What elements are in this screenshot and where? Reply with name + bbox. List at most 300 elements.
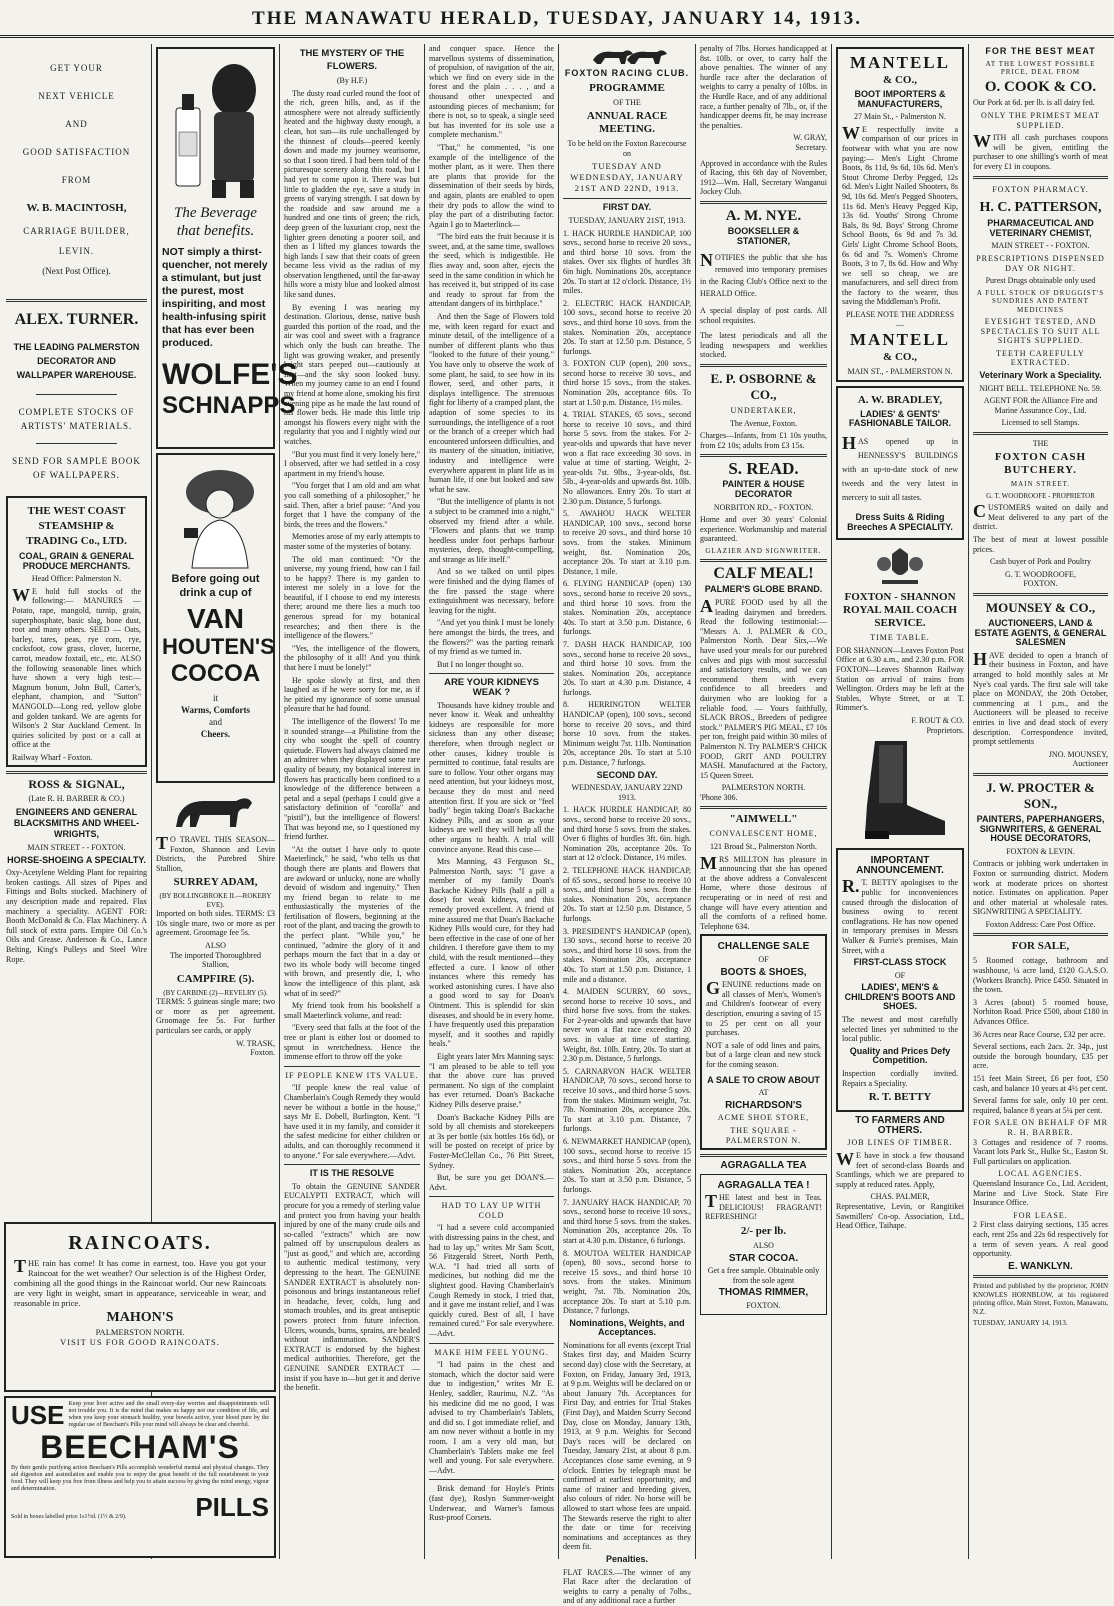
divider — [973, 773, 1108, 776]
article-paragraph: "But the intelligence of plants is not a subject to be crammed into a night," observed my friend after a while. "Flowers and plants that we tramp heedless under foot perhaps harbour mysteries, deep, thought-compelling, and strange as life itself." — [429, 497, 554, 564]
coach-tt: TIME TABLE. — [870, 633, 930, 643]
article-paragraph: "The bird eats the fruit because it is sweet, and, at the same time, swallows the seed, which is indigestible. He flies away and, soon after, ejects the seed in the same condition in which he has received it, but stripped of its case and ready to sprout far from the attendant dangers of its birthplace." — [429, 232, 554, 309]
bradley-ad — [836, 386, 964, 540]
race-item: 4. MAIDEN SCURRY, 60 sovs., second horse to receive 10 sovs., and third horse five sovs. from the stakes. For 2-year-olds and upwards that have never won a flat race exceeding 20 sovs. in value at time of starting. Weight, 8st. 10lb. Entry, 20s. To start at 2.30 p.m. Distance, 5 furlongs. — [563, 987, 691, 1064]
nye-name: A. M. NYE. — [725, 207, 802, 224]
pharmacy-full: A FULL STOCK OF DRUGGIST'S SUNDRIES AND PATENT MEDICINES — [976, 288, 1105, 314]
mantell-addr: 27 Main St., - Palmerston N. — [854, 112, 946, 122]
westcoast-title: THE WEST COAST STEAMSHIP & TRADING Co., LTD. — [26, 505, 127, 547]
agragalla-town: FOXTON. — [746, 1301, 781, 1311]
boot-icon — [845, 735, 955, 845]
article-paragraph: He spoke slowly at first, and then laughed as if he were sorry for me, as if he pitied my ignorance of some unusual pleasure that he had found. — [284, 675, 420, 714]
divider — [973, 1275, 1108, 1278]
racing-horses-icon — [563, 46, 691, 66]
day1-date: TUESDAY, JANUARY 21ST, 1913. — [568, 215, 686, 225]
mantell-sub: BOOT IMPORTERS & MANUFACTURERS, — [854, 89, 946, 109]
kidney-paragraph: Thousands have kidney trouble and never know it. Weak and unhealthy kidneys are responsible for more sickness than any other disease; therefore, when through neglect or other causes, kidney trouble is permitted to continue, fatal results are sure to follow. Your other organs may need attention, but your kidneys most, because they do most and need attention first. If you are sick or "feel badly" begin taking Doan's Backache Kidney Pills, and as soon as your kidneys are well they will help all the other organs to health. A trial will convince anyone. Read this case— — [429, 700, 554, 854]
mantell-body: WE respectfully invite a comparison of our prices in footwear with what you are now paying:— Men's Light Chrome Boots, 8s 11d, 9s 6d, 10s 6d. Men's Stout Chrome Derby Pegged, 12s 6d. Men's Light Nailed Shooters, 8s 9d, 10s 6d. Men's Pegged Shooters, 11s 6d. Men's Heavy Pegged Kip, 13s 6d. Youths' Strong Chrome Bals, 8s 9d. Boys' Strong Chrome School Boots, 6s 9d and 7s 3d. Girls' Light Chrome School Boots, 6s 6d and 7s. Women's Chrome Boots, 3 to 7, 8s 6d. How and Why we sell so cheap, we are manufacturers, and sell direct from the factory to the wearer, thus saving the Middleman's Profit. — [842, 122, 958, 307]
sale-agencies: Queensland Insurance Co., Ltd. Accident, Marine and Live Stock. State Fire Insurance Office. — [973, 1178, 1108, 1208]
challenge-at: AT — [758, 1088, 769, 1098]
divider — [973, 176, 1108, 179]
ad-line: (Next Post Office). — [42, 266, 111, 276]
article-paragraph: The old man continued: "Or the universe, my young friend, how can I fail to be happy? There is my garden to interest me solely in a love for the beautiful, if I choose to end my interests there; around me there lies a much too generous spread for my botanical researches; and then there is the intelligence of the flowers." — [284, 554, 420, 641]
cold-title: HAD TO LAY UP WITH COLD — [441, 1201, 542, 1220]
wolfe-brand-2: SCHNAPPS — [162, 392, 296, 419]
mounsey-sign: JNO. MOUNSEY, — [1048, 749, 1108, 759]
challenge-ad — [700, 934, 827, 1150]
divider — [700, 1154, 827, 1157]
ad-line: GOOD SATISFACTION — [22, 147, 131, 157]
column-8 — [969, 44, 1112, 1559]
mantell-ad — [836, 47, 964, 382]
agragalla-price: 2/- per lb. — [740, 1225, 787, 1238]
race-item: 5. CARNARVON HACK WELTER HANDICAP, 70 sovs., second horse to receive 10 sovs., and third horse 5 sovs. from the stakes. Minimum weight, 7st. 7lb. Nomination 20s, acceptance 20s. To start at 3.10 p.m. Distance, 7 furlongs. — [563, 1066, 691, 1134]
race-item: 2. ELECTRIC HACK HANDICAP, 100 sovs., second horse to receive 20 sovs., and third horse 10 sovs. from the stakes. Nomination 20s, acceptance 20s. To start at 12.50 p.m. Distance, 5 furlongs. — [563, 298, 691, 356]
farmers-title: TO FARMERS AND OTHERS. — [855, 1115, 945, 1136]
aimwell-addr: 121 Broad St., Palmerston North. — [710, 842, 817, 852]
kidney-paragraph: Mrs Manning, 43 Ferguson St., Palmerston North, says: "I gave a member of my family Doan's Backache Kidney Pills (half a pill a dose) for weak kidneys, and this remedy proved excellent. A friend of mine assured me that Doan's Backache Kidney Pills would cure, for they had been effective in the case of one of her children. I therefore gave them to my child, with the result mentioned—they effected a cure. I know of other instances where this remedy has worked astonishing cures. I have also a good word to say for Doan's Ointment. This is splendid for skin diseases, and should be in every home. I have frequently used this preparation myself, and it soothes and rapidly heals." — [429, 857, 554, 1049]
sale-item: 36 Acres near Race Course, £32 per acre. — [973, 1029, 1106, 1039]
beecham-body: By their gentle purifying action Beecham's Pills accomplish wonderful mental and physical changes. They aid digestion and assimilation and enable you to enjoy the great benefit of the full nourishment in your food. They will keep you free from illness and help you to attain success by giving the mind energy, vigour and determination. — [11, 1465, 269, 1492]
boot-illustration — [836, 735, 964, 845]
divider — [429, 1196, 554, 1197]
wolfe-ad — [156, 47, 298, 449]
young-body: "I had pains in the chest and stomach, which the doctor said were due to indigestion," writes Mr E. Henley, saddler, Raurimu, N.Z. "As his medicine did me no good, I was advised to try Chamberlain's Tablets, and did so. I got immediate relief, and am now never without a bottle in my room. I am a very old man, but Chamberlain's Tablets make me feel well and young. For sale everywhere.—Advt. — [429, 1360, 554, 1475]
divider — [973, 593, 1108, 596]
betty-insp: Inspection cordially invited. Repairs a Speciality. — [842, 1069, 958, 1088]
turner-line: THE LEADING PALMERSTON DECORATOR AND WALLPAPER WAREHOUSE. — [13, 342, 140, 380]
sale-sign: E. WANKLYN. — [1008, 1260, 1073, 1272]
column-5 — [559, 44, 696, 1606]
divider — [563, 198, 691, 199]
pharmacy-drugs: Purest Drugs obtainable only used — [985, 276, 1096, 286]
challenge-shop2: ACME SHOE STORE, — [717, 1113, 810, 1123]
approved-notice: Approved in accordance with the Rules of Racing, this 6th day of November, 1912—Wm. Hall, Secretary Wanganui Jockey Club. — [700, 158, 827, 197]
kidney-paragraph: Eight years later Mrs Manning says: "I am pleased to be able to tell you that the above cure has proved permanent. No sign of the complaint has ever returned. Doan's Backache Kidney Pills deserve praise." — [429, 1051, 554, 1109]
divider — [36, 394, 117, 395]
ad-line: NEXT VEHICLE — [38, 91, 115, 101]
procter-name: J. W. PROCTER & SON., — [986, 779, 1095, 811]
butchery-prop: G. T. WOODROOFE - PROPRIETOR — [986, 491, 1095, 500]
race-item: 5. AWAHOU HACK WELTER HANDICAP, 100 sovs., second horse to receive 20 sovs., and third horse 10 sovs. from the stakes. Minimum weight, 8st. Nomination 20s, acceptance 20s. To start at 3.10 p.m. Distance, 1 mile. — [563, 509, 691, 576]
procter-town: FOXTON & LEVIN. — [1006, 846, 1075, 856]
wolfe-slogan-1: The Beverage — [174, 205, 257, 221]
royal-arms — [836, 544, 964, 588]
campfire-name: CAMPFIRE (5). — [176, 972, 255, 985]
westcoast-sub: COAL, GRAIN & GENERAL PRODUCE MERCHANTS. — [18, 551, 134, 571]
nye-body: NOTIFIES the public that she has removed into temporary premises in the Racing Club's Office next to the HERALD Office. — [700, 250, 827, 299]
racing-prog: PROGRAMME — [589, 81, 665, 94]
pharmacy-addr: MAIN STREET - - FOXTON. — [991, 241, 1090, 251]
agragalla-also: ALSO — [753, 1241, 774, 1251]
article-paragraph: "And yet you think I must be lonely here amongst the birds, the trees, and the flowers?" was the parting remark of my friend as we turned in. — [429, 618, 554, 657]
ross-trade: ENGINEERS AND GENERAL BLACKSMITHS AND WHEEL-WRIGHTS, — [13, 807, 140, 840]
beecham-brand: BEECHAM'S — [40, 1429, 240, 1465]
calf-title: CALF MEAL! — [713, 565, 814, 583]
betty-b2: The newest and most carefully selected lines yet submitted to the local public. — [842, 1015, 958, 1044]
article-paragraph: "But you must find it very lonely here," I observed, after we had settled in a cosy apartment in my friend's house. — [284, 449, 420, 478]
column-3 — [280, 44, 425, 1559]
pharmacy-presc: PRESCRIPTIONS DISPENSED DAY OR NIGHT. — [976, 253, 1105, 273]
wolfe-illustration — [162, 52, 269, 202]
vanhouten-brand-2: HOUTEN'S — [162, 634, 275, 659]
turner-line: COMPLETE STOCKS OF ARTISTS' MATERIALS. — [18, 407, 135, 431]
mantell-name: MANTELL — [850, 53, 950, 72]
ad-line: CARRIAGE BUILDER, — [23, 226, 130, 236]
vanhouten-brand-3: COCOA — [170, 660, 261, 687]
procter-sub: PAINTERS, PAPERHANGERS, SIGNWRITERS, & GENERAL HOUSE DECORATORS, — [976, 813, 1105, 844]
raincoats-ad — [4, 1222, 276, 1392]
vanhouten-tag-2: Warms, Comforts — [181, 705, 250, 715]
butchery-the: THE — [1032, 438, 1049, 448]
surrey-place: Foxton. — [250, 1048, 275, 1058]
surrey-sign: W. TRASK, — [236, 1038, 275, 1048]
mounsey-sub: AUCTIONEERS, LAND & ESTATE AGENTS, & GENERAL SALESMEN — [974, 618, 1107, 648]
butchery-b2: The best of meat at lowest possible prices. — [973, 535, 1108, 554]
osborne-addr: The Avenue, Foxton. — [730, 418, 797, 428]
vanhouten-tag-3: and — [209, 717, 222, 727]
surrey-also2: The imported Thoroughbred Stallion, — [170, 950, 261, 970]
divider — [700, 559, 827, 562]
osborne-ad — [700, 371, 827, 450]
article-paragraph: and conquer space. Hence the marvellous systems of dissemination, of propulsion, of navigation of the air, which we find on every side in the forest and the plain . . . , and a thousand other unexpected and astounding pieces of mechanism; for there is not, so to speak, a single seed but has invented for its sole use a complete mechanism." — [429, 44, 554, 140]
butchery-town: FOXTON. — [1023, 579, 1058, 589]
vanhouten-ad — [156, 453, 275, 783]
surrey-intro: TO TRAVEL THIS SEASON— Foxton, Shannon and Levin Districts, the Purebred Shire Stallion, — [156, 833, 275, 873]
cook-ad — [973, 47, 1108, 172]
article-paragraph: "You forget that I am old and am what you call something of a philosopher," he said. Then, after a brief pause: "And you forget that I have the company of the birds, the trees and the flowers." — [284, 481, 420, 529]
divider — [700, 201, 827, 204]
kidney-paragraph: Doan's Backache Kidney Pills are sold by all chemists and storekeepers at 3s per bottle (six bottles 16s 6d), or will be posted on receipt of price by Foster-McClellan Co., 76 Pitt Street, Sydney. — [429, 1112, 554, 1170]
beecham-intro: Keep your liver active and the small every-day worries and disappointments will not trouble you. It is the mind that makes us happy not our condition of life, and when you keep your stomach healthy, your bowels active, your blood pure by the regular use of Beecham's Pills your mind will always be clear and cheerful. — [68, 1401, 269, 1428]
bradley-body: HAS opened up in HENNESSY'S BUILDINGS with an up-to-date stock of new tweeds and the very latest in mercery to suit all tastes. — [842, 433, 958, 503]
horses-illustration — [563, 46, 691, 66]
race-item: 7. DASH HACK HANDICAP, 100 sovs., second horse to receive 20 sovs., and third horse 10 sovs. from the stakes. Nomination 20s, acceptance 20s. To start at 4.30 p.m. Distance, 4 furlongs. — [563, 639, 691, 697]
vanhouten-line1: Before going out drink a cup of — [171, 573, 260, 599]
divider — [700, 806, 827, 809]
coach-prop: Proprietors. — [926, 725, 964, 735]
racing-held: To be held on the Foxton Racecourse on — [567, 139, 687, 158]
column-7 — [832, 44, 969, 1559]
sale-item: 3 Acres (about) 5 roomed house, Norbiton Road. Price £500, about £180 in Advances Office. — [973, 997, 1108, 1027]
farmers-rep: Representative, Levin, or Rangitikei Sawmillers' Co-op. Association, Ltd., Head Office, Taihape. — [836, 1201, 964, 1231]
procter-ad — [973, 780, 1108, 930]
ross-title: ROSS & SIGNAL, — [28, 777, 125, 792]
kidney-title: ARE YOUR KIDNEYS WEAK ? — [444, 677, 539, 698]
agragalla-title2: AGRAGALLA TEA ! — [717, 1179, 810, 1191]
betty-stock: LADIES', MEN'S & CHILDREN'S BOOTS AND SHOES. — [844, 982, 956, 1012]
agragalla-title: AGRAGALLA TEA — [720, 1160, 807, 1172]
butchery-body: CUSTOMERS waited on daily and Meat delivered to any part of the district. — [973, 501, 1108, 532]
challenge-shop: RICHARDSON'S — [725, 1099, 802, 1111]
pharmacy-vet: Veterinary Work a Speciality. — [979, 369, 1102, 380]
coach-title: FOXTON - SHANNON ROYAL MAIL COACH SERVICE. — [843, 591, 957, 630]
agragalla-box — [700, 1174, 827, 1315]
race-item: 8. HERRINGTON WELTER HANDICAP (open), 100 sovs., second horse to receive 20 sovs., and third horse 10 sovs. from the stakes. Minimum weight 7st. 11lb. Nomination 20s, acceptance 20s. To start at 5.10 p.m. Distance, 7 furlongs. — [563, 700, 691, 768]
coach-body: FOR SHANNON—Leaves Foxton Post Office at 6.30 a.m., and 2.30 p.m. FOR FOXTON—Leaves Shannon Railway Station on arrival of trains from Wellington. Orders may be left at the Stables, Whyte Street, or at T. Rimmer's. — [836, 645, 964, 713]
read-sub: PAINTER & HOUSE DECORATOR — [722, 479, 805, 500]
pharmacy-title: FOXTON PHARMACY. — [992, 184, 1089, 194]
turner-name: ALEX. TURNER. — [14, 311, 139, 328]
article-paragraph: "Every seed that falls at the foot of the tree or plant is either lost or doomed to sprout in wretchedness. Hence the immense effort to throw off the yoke — [284, 1023, 420, 1062]
article-paragraph: Memories arose of my early attempts to master some of the mysteries of botany. — [284, 532, 420, 551]
betty-fc: FIRST-CLASS STOCK — [853, 957, 947, 968]
read-glazier: GLAZIER AND SIGNWRITER. — [705, 547, 822, 555]
day2-date: WEDNESDAY, JANUARY 22ND 1913. — [571, 783, 683, 802]
butchery-st: MAIN STREET. — [1010, 480, 1071, 489]
race-item: 6. NEWMARKET HANDICAP (open), 100 sovs., second horse to receive 15 sovs., and third horse 5 sovs. from the stakes. Nomination 20s, acceptance 20s. To start at 3.50 p.m. Distance, 5 furlongs. — [563, 1137, 691, 1194]
westcoast-ad — [6, 496, 147, 767]
racing-of: OF THE — [613, 97, 641, 107]
calf-body: APURE FOOD used by all the leading dairymen and breeders. Read the following testimonial:— "Messrs A. J. PALMER & CO., Palmerston North. Dear Sirs,—We have used your meals for our purebred calves and pigs with most successful and satisfactory results, and we can recommend them with every confidence to all breeders and dairymen who are looking for a reliable food. — Yours faithfully, SLACK BROS., Breeders of pedigree stock." PALMER'S PIG MEAL, £7 10s per ton, freight paid within 30 miles of Palmerston N. Try PALMER'S CHICK FOOD, GRIT AND POULTRY MASH. Manufactured at the Factory, 15 Queen Street. — [700, 596, 827, 780]
campfire-by: (BY CARBINE (2)—REVELRY (5). — [163, 988, 268, 997]
mantell-co2: & CO., — [883, 351, 917, 364]
crest-icon — [870, 544, 930, 588]
brisk-notice: Brisk demand for Hoyle's Prints (fast dye), Roslyn Summer-weight Underwear, and Warner's famous Rust-proof Corsets. — [429, 1484, 554, 1523]
lady-cup-icon — [162, 458, 278, 568]
sale-item: 5 Roomed cottage, bathroom and washhouse, ¼ acre land, £120 G.A.S.O. (Workers Branch). Price £450. Situated in the town. — [973, 956, 1108, 995]
aimwell-body: MRS MILLTON has pleasure in announcing that she has opened at the above address a Convalescent Home, where those desirous of recuperating or in need of rest and change will have every attention and all the comforts of a refined home. Telephone 634. — [700, 852, 827, 931]
raincoats-shop: MAHON'S — [106, 1310, 174, 1325]
mounsey-ad — [973, 600, 1108, 769]
beecham-sold: Sold in boxes labelled price 1s1½d. (1½ & 2/9). — [11, 1513, 127, 1520]
day1-title: FIRST DAY. — [602, 202, 652, 213]
article-paragraph: The intelligence of the flowers! To me it sounded strange—a Philistine from the city who sought the spell of country quietude. Flowers had always claimed me an admirer when they displayed some rare quality of beauty, my botanical interest in flowers has practically been confined to a knowledge of the difference between a petal and a sepal (perhaps I could give a satisfactory definition of "corolla" and "pistil"), but the intelligence of flowers! That was beyond me, so I questioned my friend further. — [284, 717, 420, 842]
cough-body: "If people knew the real value of Chamberlain's Cough Remedy they would never be without a bottle in the house," says Mr E. Dobell, Burlington, Kent. "I have used it in my family, and consider it the safest medicine for either children or adults, and can thoroughly recommend it to anyone." For sale everywhere.—Advt. — [284, 1083, 420, 1160]
article-paragraph: "That," he commented, "is one example of the intelligence of the mother plant, as it were. Then there are plants that provide for the dissemination of their seeds by birds, and again, plants are enabled to open their dry pods to allow the wind to play the part of a distributing factor. Again I go to Maeterlinck— — [429, 142, 554, 229]
article-paragraph: "Yes, the intelligence of the flowers, the philosophy of it all! And you think that here I must be lonely!" — [284, 643, 420, 673]
pharmacy-ad — [973, 185, 1108, 428]
masthead — [0, 0, 1114, 38]
cook-prime: ONLY THE PRIMEST MEAT SUPPLIED. — [981, 111, 1100, 130]
vanhouten-illustration — [162, 458, 269, 568]
osborne-name: E. P. OSBORNE & CO., — [710, 371, 817, 403]
betty-name: R. T. BETTY — [868, 1091, 932, 1104]
butchery-title: FOXTON CASH BUTCHERY. — [994, 451, 1087, 477]
surrey-by: (BY BOLLINGBROKE II.—ROKEBY EVE). — [159, 892, 272, 909]
raincoats-town: PALMERSTON NORTH. — [95, 1327, 185, 1337]
sale-lease: FOR LEASE. — [1013, 1210, 1068, 1220]
butchery-sign: G. T. WOODROOFE, — [1005, 569, 1076, 579]
challenge-crowd: A SALE TO CROW ABOUT — [707, 1074, 820, 1085]
challenge-title2: BOOTS & SHOES, — [720, 966, 807, 978]
bradley-sub: LADIES' & GENTS' FASHIONABLE TAILOR. — [848, 408, 952, 429]
nye-line: The latest periodicals and all the leading newspapers and weeklies stocked. — [700, 331, 827, 360]
penalties-title: Penalties. — [605, 1553, 649, 1564]
race-item: 7. JANUARY HACK HANDICAP, 70 sovs., second horse to receive 10 sovs., and third horse 5 sovs. from the stakes. Nomination 20s, acceptance 20s. To start at 4.30 p.m. Distance, 6 furlongs. — [563, 1197, 691, 1245]
article-paragraph: But I no longer thought so. — [437, 659, 524, 669]
agragalla-cocoa: STAR COCOA. — [728, 1252, 799, 1264]
penalties-continued: penalty of 7lbs. Horses handicapped at 8st. 10lb. or over, to carry half the above penalties. The winner of any hurdle race after the declaration of weights to carry a penalty of 10lbs. in the Hurdle Race, and of any additional race, a further penalty of 7lb., or, if the handicapper deems fit, he may increase the penalties. — [700, 44, 827, 130]
wolfe-body: NOT simply a thirst-quencher, not merely a stimulant, but just the purest, most inspiriting, and most health-infusing spirit that has ever been produced. — [162, 246, 268, 349]
read-ad — [700, 461, 827, 555]
beecham-pills: PILLS — [195, 1492, 269, 1522]
sale-item: 151 feet Main Street, £6 per foot, £50 cash, and balance 10 years at 4½ per cent. — [973, 1074, 1108, 1093]
pharmacy-eye: EYESIGHT TESTED, AND SPECTACLES TO SUIT ALL SIGHTS SUPPLIED. — [980, 316, 1101, 346]
horse-illustration — [156, 787, 275, 831]
cough-title: IF PEOPLE KNEW ITS VALUE. — [285, 1070, 419, 1080]
divider — [429, 1479, 554, 1480]
divider — [429, 1343, 554, 1344]
race-item: 6. FLYING HANDICAP (open) 130 sovs., second horse to receive 20 sovs., and third horse 10 sovs. from the stakes. Nomination 20s, acceptance 40s. To start at 3.50 p.m. Distance, 6 furlongs. — [563, 579, 691, 637]
betty-body: R.T. BETTY apologises to the public for inconveniences caused through the dislocation of business owing to recent conflagrations. He has now opened in temporary premises in Messrs Walker & Furrie's premises, Main Street, with a — [842, 876, 958, 955]
divider — [6, 299, 147, 302]
westcoast-body: WE hold full stocks of the following:— MANURES — Potato, rape, mangold, turnip, grain, superphosphate, basic slag, bone dust, root and many others. SEED — Oats, barley, tares, peas, rye corn, rye, cocksfoot, cow grass, clover, lucerne, carrot, meadow foxtail, etc., etc. ALSO the following seasonable lines which have shown a very high test:— Magnum bonum, John Bull, Carter's, elephant, champion, and "Sutton" MANGOLD—Long red, yellow globe and golden tankard. We are agents for Wilson's 2 Star Auckland Cement. In quiries solicited by post or a call at office at the — [12, 584, 141, 750]
pharmacy-bell: NIGHT BELL. TELEPHONE No. 59. — [979, 383, 1102, 393]
divider — [36, 443, 117, 444]
wolfe-slogan — [162, 204, 269, 240]
surrey-body: Imported on both sides. TERMS: £3 10s single mare, two or more as per agreement. Groomage fee 5s. — [156, 909, 275, 938]
ross-ad — [6, 778, 147, 964]
butchery-ad — [973, 439, 1108, 589]
aimwell-ad — [700, 813, 827, 931]
divider — [700, 454, 827, 457]
vanhouten-tag — [162, 692, 269, 740]
calf-sub: PALMER'S GLOBE BRAND. — [704, 584, 823, 595]
calf-town: PALMERSTON NORTH. — [721, 783, 806, 793]
article-paragraph: And then the Sage of Flowers told me, with keen regard for exact and minute detail, of the intelligence of a number of different plants who thus "looked to the future of their young." You have only to observe the work of some plant, he said, to see how in its flower, seed, and other parts, it displays intelligence. The strenuous fight for liberty of a cramped plant, the adaption of some species to its surroundings, the intelligence of a root or the branch of a creeper which had encountered unforseen difficulties, and its mastery of the situation, initiative, industry and intelligence were everywhere apparent in plant life as in human life, if one but looked and saw what he saw. — [429, 312, 554, 494]
divider — [284, 1164, 420, 1165]
mounsey-body: HAVE decided to open a branch of their business in Foxton, and have arranged to hold monthly sales at Mr Nye's coal yards. The first sale will take place on MONDAY, the 20th October, commencing at 1 p.m., and the Auctioneers will be pleased to receive entries in live and dead stock of every description. Correspondence invited, prompt settlements — [973, 648, 1108, 747]
resolve-title: IT IS THE RESOLVE — [309, 1168, 395, 1179]
divider — [700, 364, 827, 367]
farmers-body: WE have in stock a few thousand feet of second-class Boards and Scantlings, which we are prepared to supply at reduced rates. Apply, — [836, 1149, 964, 1189]
agragalla-body: THE latest and best in Teas. DELICIOUS! FRAGRANT! REFRESHING! — [705, 1191, 822, 1222]
mantell-addr2: MAIN ST., - PALMERSTON N. — [847, 367, 953, 377]
noms-title: Nominations, Weights, and Acceptances. — [569, 1317, 685, 1338]
procter-body: Contracts or jobbing work undertaken in Foxton or surrounding district. Modern work at moderate prices on shortest notice. Estimates on application. Paper and other material at wholesale rates. SIGNWRITING A SPECIALITY. — [973, 859, 1108, 917]
race-item: 1. HACK HURDLE HANDICAP, 100 sovs., second horse to receive 20 sovs., and third horse 10 sovs. from the stakes. Over six flights of hurdles 3ft 6in high. Nominations 20s, acceptance 20s. To start at 12 o'clock. Distance, 1½ miles. — [563, 228, 691, 296]
sale-b1: 3 Cottages and residence of 7 rooms. Vacant lots Park St., Hulke St., Easton St. Full particulars on application. — [973, 1137, 1108, 1166]
kidney-paragraph: But, be sure you get DOAN'S.—Advt. — [429, 1173, 554, 1192]
challenge-addr: THE SQUARE - PALMERSTON N. — [725, 1125, 802, 1145]
turner-line: SEND FOR SAMPLE BOOK OF WALLPAPERS. — [12, 456, 141, 480]
divider — [284, 1066, 420, 1067]
race-item: 3. FOXTON CUP (open), 200 sovs., second horse to receive 30 sovs., and third horse 15 sovs., from the stakes. Nomination 20s, acceptance 60s. To start at 1.50 p.m. Distance, 1½ miles. — [563, 359, 691, 407]
resolve-body: To obtain the GENUINE SANDER EUCALYPTI EXTRACT, which will procure for you a remedy of sterling value and protect you from having your health injured by one of the many crude oils and so-called "extracts" which are now palmed off by unscrupulous dealers as "just as good," and which are, according to authentic medical testimony, very depressing to the heart. The GENUINE SANDER EXTRACT is absolutely non-poisonous and brings instantaneous relief in headache, fever, colds, lung and stomach troubles, and its great antiseptic powers protect from future infection. Ulcers, wounds, burns, sprains, are healed without inflammation. SANDER'S EXTRACT is endorsed by the highest medical authorities. Therefore, get the GENUINE SANDER EXTRACT — insist if you have to—but get it and derive the benefit. — [284, 1181, 420, 1393]
race-item: 3. PRESIDENT'S HANDICAP (open), 130 sovs., second horse to receive 20 sovs., and third horse 10 sovs. from the stakes. Nomination 20s, acceptance 40s. To start at 1.50 p.m. Distance, 1 mile and a distance. — [563, 926, 691, 984]
article-paragraph: By evening I was nearing my destination. Glorious, dense, native bush guarded this portion of the road, and the air was cool and sweet with a fragrance which only the bush can breathe. The light was growing weaker, and presently bright stars peeped out—cautiously at first—and the sky soon looked busy. When my journey came to an end I found my friend at home alone, smoking his first evening pipe as he made the last round of his flower beds. He made this little trip amongst his flowers every night with the regularity that you and I nightly wind our watches. — [284, 302, 420, 446]
racing-header — [563, 69, 691, 194]
ross-sub: (Late R. H. BARBER & CO.) — [28, 794, 125, 804]
secretary-title: Secretary. — [795, 142, 827, 152]
challenge-of: OF — [758, 955, 769, 964]
mantell-co: & CO., — [883, 74, 917, 86]
ross-body: Oxy-Acetylene Welding Plant for repairing broken castings. All sizes of Pipes and Fittings and Bolts stocked. Machinery of any description made and repaired. Flax machinery a speciality. AGENT FOR: Booth McDonald & Co. Flax Machinery. A full stock of extra parts. Empire Oil Co.'s Oils and Grease. Anderson & Co., Lance Belting, King's Pulleys and Steel Wire Rope. — [6, 868, 147, 964]
aimwell-sub: CONVALESCENT HOME, — [709, 829, 818, 839]
mantell-note: PLEASE NOTE THE ADDRESS— — [845, 310, 955, 329]
day2-title: SECOND DAY. — [596, 769, 658, 780]
surrey-ad — [156, 835, 275, 1058]
pharmacy-teeth: TEETH CAREFULLY EXTRACTED. — [996, 348, 1085, 368]
race-item: 1. HACK HURDLE HANDICAP, 80 sovs., second horse to receive 20 sovs., and third horse 5 sovs. from the stakes. Over 6 flights of hurdles 3ft. 6in. high. Nomination 20s, acceptance 20s. To start at 12 o'clock. Distance, 1½ miles. — [563, 805, 691, 863]
ad-line: GET YOUR — [50, 63, 103, 73]
sale-item: Several farms for sale, only 10 per cent. required, balance 8 years at 5¼ per cent. — [973, 1096, 1108, 1115]
bottle-icon — [162, 52, 278, 202]
agragalla-agent: THOMAS RIMMER, — [718, 1287, 809, 1299]
divider — [429, 673, 554, 674]
ad-line: AND — [65, 119, 88, 129]
nye-line: A special display of post cards. All school requisites. — [700, 306, 827, 325]
wolfe-slogan-2: that benefits. — [176, 223, 255, 239]
mantell-name2: MANTELL — [850, 330, 950, 350]
column-6 — [696, 44, 832, 1559]
young-title: MAKE HIM FEEL YOUNG. — [434, 1347, 549, 1357]
nye-sub: BOOKSELLER & STATIONER, — [727, 225, 800, 246]
racing-title: FOXTON RACING CLUB. — [564, 68, 690, 78]
raincoats-title: RAINCOATS. — [68, 1232, 212, 1254]
cook-top: FOR THE BEST MEAT — [985, 46, 1096, 56]
farmers-ad — [836, 1116, 964, 1231]
sale-ad — [973, 940, 1108, 1271]
article-title: THE MYSTERY OF THE FLOWERS. — [299, 48, 405, 72]
ross-shoe: HORSE-SHOEING A SPECIALTY. — [7, 854, 146, 865]
macintosh-ad — [6, 44, 147, 277]
surrey-name: SURREY ADAM, — [173, 876, 258, 889]
beecham-use: USE — [11, 1400, 65, 1430]
calf-phone: 'Phone 306. — [700, 792, 738, 802]
bradley-name: A. W. BRADLEY, — [857, 393, 943, 406]
turner-ad — [6, 312, 147, 482]
sale-title: FOR SALE, — [1011, 940, 1070, 953]
challenge-title: CHALLENGE SALE — [717, 941, 810, 953]
masthead-title: THE MANAWATU HERALD, TUESDAY, JANUARY 14, 1913. — [252, 8, 862, 29]
vanhouten-tag-1: it — [212, 693, 218, 703]
osborne-body: Charges—Infants, from £1 10s youths, from £2 10s; adults from £3 15s. — [700, 431, 827, 450]
nye-ad — [700, 208, 827, 360]
article-paragraph: "At the outset I have only to quote Maeterlinck," he said, "who tells us that though there are plants and flowers that are awkward or unlucky, none are wholly devoid of wisdom and ingenuity." Then my friend began to relate to me enthusiastically the mysteries of the fertilisation of flowers, beginning at the root of the plant, and tracing the growth to the perfect plant. "While you," he continued, "admire the glory of it and perhaps mourn the fact that in a day or two its whole body will become tinged with brown, and presently die, I, who know the intelligence of this plant, ask what of its seed?" — [284, 844, 420, 998]
challenge-body: GENUINE reductions made on all classes of Men's, Women's and Children's footwear of every description, ensuring a saving of 15 to 25 per cent on all your purchases. — [706, 978, 821, 1038]
campfire-body: TERMS: 5 guineas single mare; two or more as per agreement. Groomage fee 5s. For further particulars see cards, or apply — [156, 997, 275, 1035]
pharmacy-sub: PHARMACEUTICAL AND VETERINARY CHEMIST, — [987, 218, 1094, 238]
raincoats-body: THE rain has come! It has come in earnest, too. Have you got your Raincoat for the wet weather? Our selection is of the Highest Order, combining all the good things in the Raincoat world. Our new Raincoats are very light in weight, smart in appearance, serviceable in wear, and reasonable in price. — [14, 1256, 266, 1308]
beecham-ad — [4, 1396, 276, 1558]
pharmacy-stamps: Licensed to sell Stamps. — [1001, 418, 1080, 428]
sale-behalf: FOR SALE ON BEHALF OF MR R. H. BARBER. — [973, 1118, 1108, 1137]
race-item: 2. TELEPHONE HACK HANDICAP, of 65 sovs., second horse to receive 10 sovs., and third horse 5 sovs. from the stakes. Nomination 20s, acceptance 20s. To start at 12.50 p.m. Distance, 5 furlongs. — [563, 865, 691, 923]
divider — [973, 933, 1108, 936]
farmers-sign: CHAS. PALMER, — [870, 1192, 930, 1202]
horse-icon — [156, 787, 272, 831]
article-paragraph: And so we talked on until pipes were finished and the dying flames of the fire passed the stage where extinguishment was necessary, before leaving for the night. — [429, 567, 554, 615]
racing-dates: TUESDAY AND WEDNESDAY, JANUARY 21ST AND 22ND, 1913. — [570, 161, 684, 194]
mounsey-name: MOUNSEY & CO., — [985, 600, 1096, 616]
betty-of: OF — [894, 970, 906, 980]
divider — [973, 432, 1108, 435]
ad-line: W. B. MACINTOSH, — [26, 202, 127, 214]
race-item: 8. MOUTOA WELTER HANDICAP (open), 80 sovs., second horse to receive 15 sovs., and third horse 10 sovs. from the stakes. Minimum weight, 7st. 7lb. Nomination 20s, acceptance 20s. To start at 5.10 p.m. Distance, 7 furlongs. — [563, 1248, 691, 1316]
betty-ad — [836, 848, 964, 1112]
challenge-line: NOT a sale of odd lines and pairs, but of a large clean and new stock for the coming season. — [706, 1040, 821, 1069]
imprint: Printed and published by the proprietor, JOHN KNOWLES HORNBLOW, at his registered printing office, Main Street, Foxton, Manawatu, N.Z. — [973, 1282, 1108, 1316]
betty-title: IMPORTANT ANNOUNCEMENT. — [856, 855, 944, 876]
penalties-body: FLAT RACES.—The winner of any Flat Race after the declaration of weights to carry a penalty of 7olbs., and of any additional race a further — [563, 1567, 691, 1606]
procter-addr: Foxton Address: Care Post Office. — [985, 919, 1096, 929]
ad-line: FROM — [61, 175, 92, 185]
divider — [6, 771, 147, 774]
pharmacy-name: H. C. PATTERSON, — [979, 200, 1102, 216]
farmers-sub: JOB LINES OF TIMBER. — [847, 1138, 953, 1148]
cold-body: "I had a severe cold accompanied with distressing pains in the chest, and had to lay up," writes Mr Sam Scott, 56 Fitzgerald Street, North Perth, W.A. "I had tried all sorts of medicines, but nothing did me the slightest good. Having Chamberlain's Cough Remedy in stock, I tried that, and it gave me instant relief, and I was quickly cured. Best of all, I have remained cured." For sale everywhere.—Advt. — [429, 1223, 554, 1338]
agragalla-ad — [700, 1161, 827, 1315]
racing-annual: ANNUAL RACE MEETING. — [586, 110, 668, 136]
sale-item: Several sections, each 2acs. 2r. 34p., just outside the borough boundary, £35 per acre. — [973, 1042, 1108, 1071]
bradley-spec: Dress Suits & Riding Breeches A SPECIALITY. — [847, 512, 953, 532]
mounsey-role: Auctioneer — [1072, 759, 1108, 769]
aimwell-title: "AIMWELL" — [729, 813, 798, 826]
secretary-name: W. GRAY, — [793, 133, 827, 143]
sale-lease-body: 2 First class dairying sections, 135 acres each, rent 25s and 22s 6d respectively for a term of seven years. A real good opportunity. — [973, 1220, 1108, 1259]
